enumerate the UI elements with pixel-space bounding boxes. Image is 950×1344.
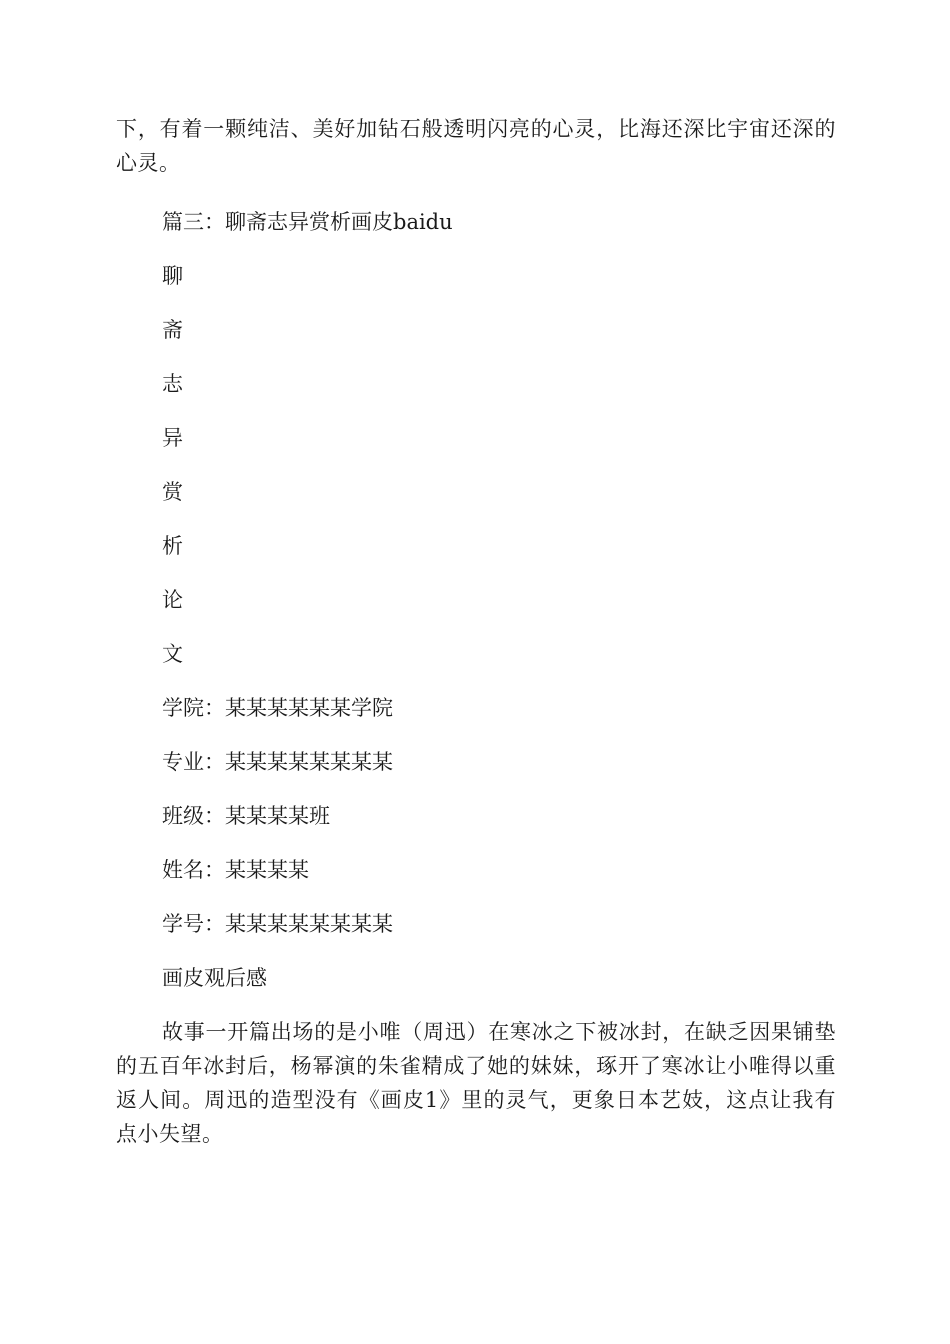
- info-major: 专业：某某某某某某某某: [162, 750, 393, 774]
- info-student-id: 学号：某某某某某某某某: [162, 912, 393, 936]
- title-char: 论: [162, 588, 183, 612]
- title-char: 异: [162, 426, 183, 450]
- title-char: 文: [162, 642, 183, 666]
- essay-title: 画皮观后感: [162, 966, 267, 990]
- title-char: 析: [162, 534, 183, 558]
- info-class: 班级：某某某某班: [162, 804, 330, 828]
- title-char: 志: [162, 372, 183, 396]
- info-name: 姓名：某某某某: [162, 858, 309, 882]
- title-char: 斋: [162, 318, 183, 342]
- section-heading: 篇三：聊斋志异赏析画皮baidu: [162, 210, 453, 234]
- info-college: 学院：某某某某某某学院: [162, 696, 393, 720]
- body-paragraph: 故事一开篇出场的是小唯（周迅）在寒冰之下被冰封，在缺乏因果铺垫的五百年冰封后，杨幂演的朱雀精成了她的妹妹，琢开了寒冰让小唯得以重返人间。周迅的造型没有《画皮1》里的灵气，更象日本艺妓，这点让我有点小失望。: [116, 1020, 836, 1146]
- intro-paragraph: 下，有着一颗纯洁、美好加钻石般透明闪亮的心灵，比海还深比宇宙还深的心灵。: [116, 117, 836, 175]
- title-char: 聊: [162, 264, 183, 288]
- title-char: 赏: [162, 480, 183, 504]
